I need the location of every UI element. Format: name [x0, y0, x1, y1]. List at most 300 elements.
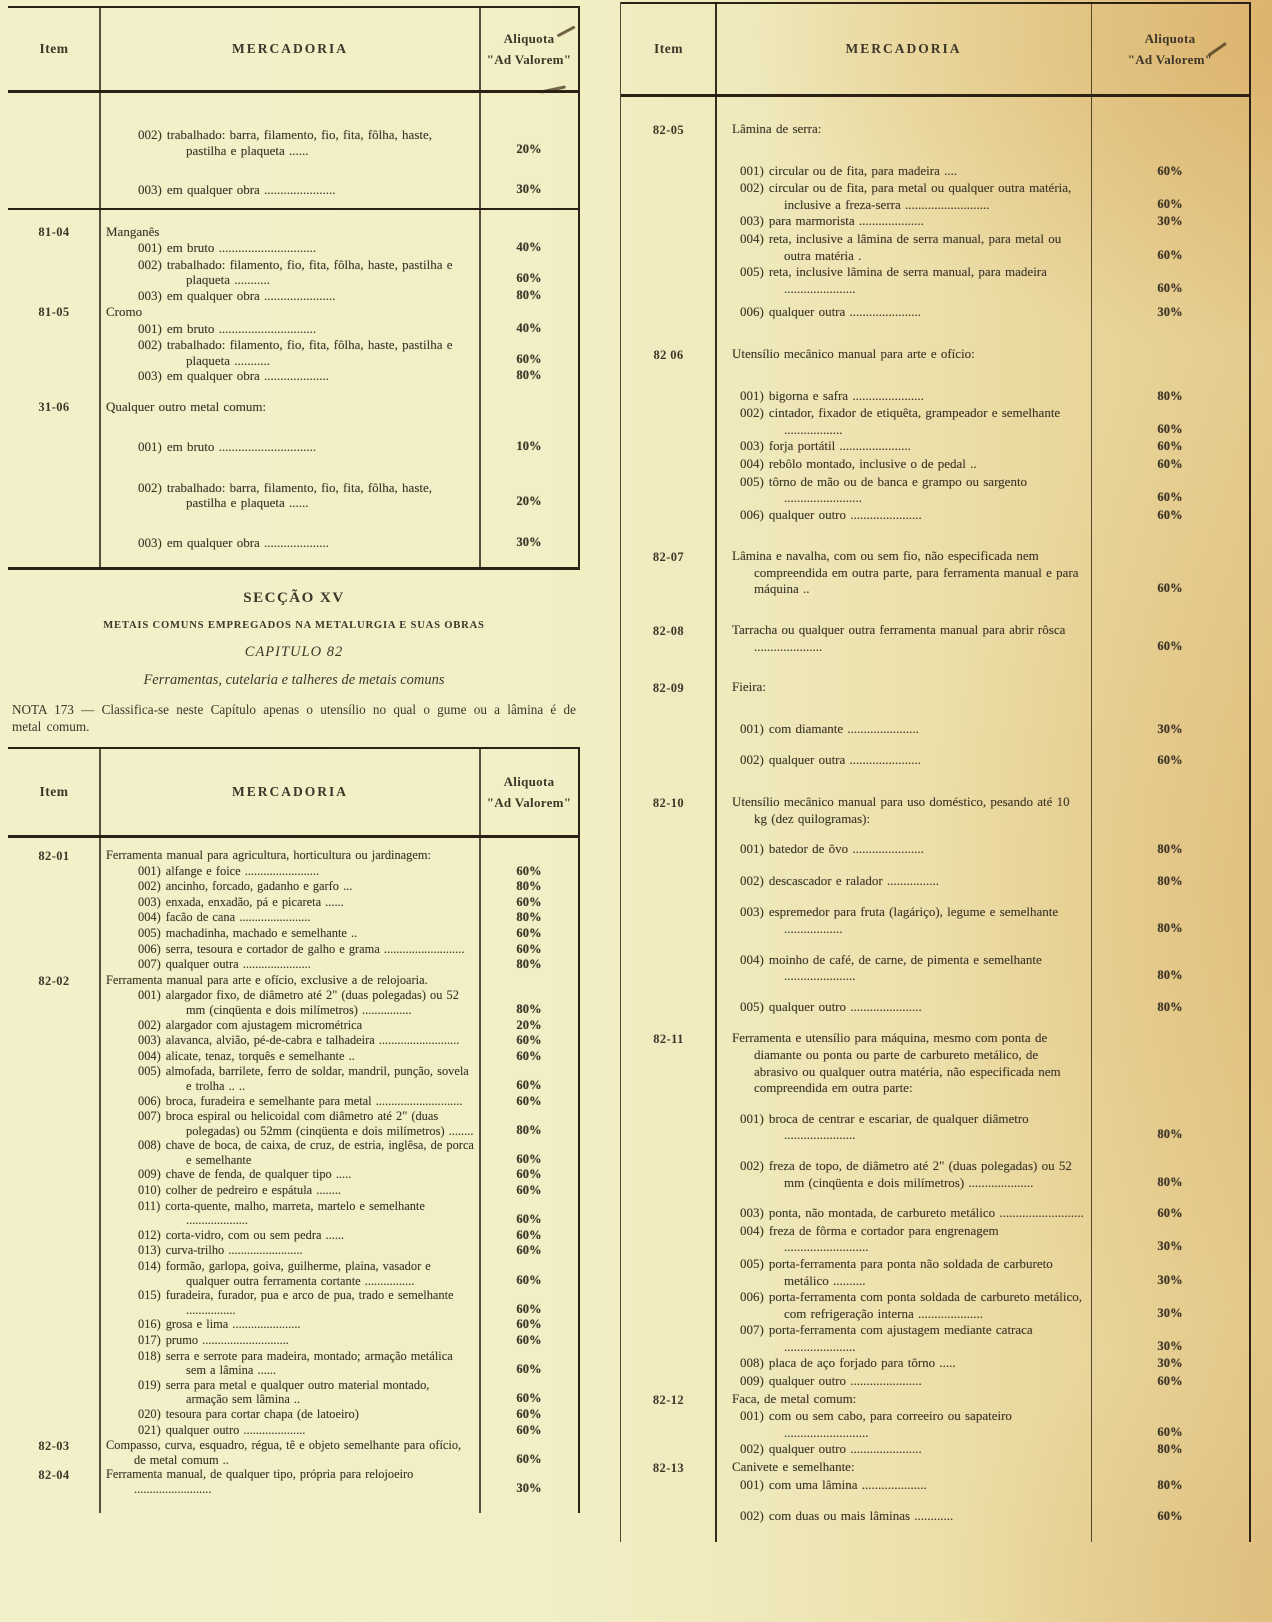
subitem-code: 002) — [138, 479, 162, 495]
tariff-row — [8, 1064, 578, 1093]
aliquota-value: 30% — [1157, 1305, 1183, 1320]
aliquota-value: 60% — [516, 1033, 542, 1048]
table-header — [8, 747, 578, 838]
tariff-row — [621, 180, 1249, 213]
tariff-row — [621, 622, 1249, 655]
tariff-row — [8, 1018, 578, 1034]
item-code — [621, 163, 716, 181]
tariff-row — [621, 388, 1249, 406]
header-mercadoria: MERCADORIA — [232, 41, 348, 56]
mercadoria-text: 002) cintador, fixador de etiquêta, grampeador e semelhante .................. — [740, 405, 1061, 437]
tariff-row — [8, 848, 578, 864]
aliquota-value: 80% — [516, 910, 542, 925]
aliquota-value: 60% — [516, 1167, 542, 1182]
mercadoria-text: 015) furadeira, furador, pua e arco de pua, trado e semelhante ................ — [138, 1288, 454, 1317]
tariff-row — [621, 752, 1249, 770]
tariff-row — [621, 1205, 1249, 1223]
item-code — [621, 180, 716, 213]
aliquota-value: 20% — [516, 141, 542, 156]
mercadoria-text: 006) porta-ferramenta com ponta soldada de carbureto metálico, com refrigeração interna .................... — [740, 1289, 1083, 1321]
item-code: 82-08 — [652, 624, 685, 639]
tariff-row — [8, 988, 578, 1017]
subitem-code: 003) — [138, 287, 162, 303]
tariff-row — [8, 480, 578, 511]
item-code — [621, 388, 716, 406]
header-item: Item — [39, 784, 69, 799]
subitem-code: 005) — [138, 1064, 161, 1079]
mercadoria-text: 006) qualquer outra ...................... — [740, 304, 922, 320]
tariff-row — [8, 368, 578, 385]
aliquota-value: 30% — [516, 1480, 542, 1495]
item-code — [621, 841, 716, 859]
mercadoria-text: Utensílio mecânico manual para uso doméstico, pesando até 10 kg (dez quilogramas): — [732, 794, 1070, 826]
item-code — [621, 999, 716, 1017]
subitem-code: 001) — [740, 162, 764, 178]
mercadoria-text: 018) serra e serrote para madeira, montado; armação metálica sem a lâmina ...... — [138, 1348, 453, 1378]
mercadoria-text: 013) curva-trilho ........................ — [138, 1243, 303, 1258]
tariff-row — [621, 721, 1249, 739]
item-code — [8, 1109, 100, 1138]
aliquota-value: 60% — [1157, 163, 1183, 178]
tariff-row — [621, 952, 1249, 985]
item-code — [8, 240, 100, 257]
item-code — [8, 321, 100, 338]
table-body — [621, 97, 1249, 1542]
mercadoria-text: Tarracha ou qualquer outra ferramenta manual para abrir rôsca ..................... — [732, 622, 1066, 654]
tariff-row — [621, 1111, 1249, 1144]
item-code: 81-04 — [38, 224, 70, 239]
mercadoria-text: 004) facão de cana ....................... — [138, 910, 311, 925]
header-mercadoria: MERCADORIA — [845, 41, 962, 56]
subitem-code: 001) — [138, 439, 162, 454]
item-code: 82-13 — [652, 1461, 685, 1476]
tariff-row — [621, 679, 1249, 697]
tariff-row — [621, 841, 1249, 859]
tariff-row — [8, 1467, 578, 1496]
tariff-row — [8, 224, 578, 241]
subitem-code: 002) — [740, 872, 764, 888]
aliquota-value: 60% — [516, 271, 542, 285]
table-body — [8, 93, 578, 567]
subitem-code: 006) — [740, 1289, 764, 1305]
mercadoria-text: 002) circular ou de fita, para metal ou qualquer outra matéria, inclusive a freza-serra .......................... — [740, 180, 1072, 212]
tariff-table-metals — [8, 6, 580, 570]
aliquota-value: 30% — [1157, 1338, 1183, 1353]
tariff-row — [8, 1049, 578, 1065]
subitem-code: 002) — [740, 180, 764, 196]
aliquota-value: 60% — [516, 941, 542, 956]
aliquota-value: 80% — [1157, 873, 1183, 888]
subitem-code: 004) — [740, 230, 764, 246]
aliquota-value: 80% — [516, 1122, 542, 1137]
mercadoria-text: 001) com diamante ...................... — [740, 720, 919, 736]
mercadoria-text: Faca, de metal comum: — [732, 1390, 857, 1406]
subitem-code: 006) — [138, 941, 161, 956]
aliquota-value: 30% — [1157, 721, 1183, 736]
item-code — [8, 1317, 100, 1333]
mercadoria-text: Ferramenta manual, de qualquer tipo, própria para relojoeiro ......................... — [106, 1467, 414, 1496]
item-code: 81-05 — [38, 305, 70, 319]
item-code — [8, 1288, 100, 1317]
table-body — [8, 838, 578, 1513]
subitem-code: 013) — [138, 1243, 161, 1258]
subitem-code: 001) — [740, 841, 764, 857]
tariff-row — [621, 1391, 1249, 1409]
mercadoria-text: 005) reta, inclusive lâmina de serra manual, para madeira ...................... — [740, 264, 1047, 296]
mercadoria-text: 001) batedor de ôvo ...................... — [740, 841, 924, 857]
tariff-row — [8, 910, 578, 926]
mercadoria-text: 003) em qualquer obra .................... — [138, 534, 330, 550]
mercadoria-text: 005) qualquer outro ...................... — [740, 998, 922, 1014]
tariff-row — [621, 507, 1249, 525]
tariff-row — [8, 1378, 578, 1407]
tariff-row — [621, 1508, 1249, 1526]
tariff-row — [8, 1228, 578, 1244]
aliquota-value: 30% — [1157, 1356, 1183, 1371]
mercadoria-text: 004) freza de fôrma e cortador para engrenagem .......................... — [740, 1222, 999, 1255]
subitem-code: 019) — [138, 1377, 161, 1392]
tariff-table-right — [620, 2, 1251, 1542]
subitem-code: 016) — [138, 1317, 161, 1332]
tariff-row — [621, 474, 1249, 507]
tariff-row — [621, 213, 1249, 231]
item-code — [8, 439, 100, 456]
mercadoria-text: 004) alicate, tenaz, torquês e semelhante .. — [138, 1048, 355, 1063]
mercadoria-text: 005) tôrno de mão ou de banca e grampo ou sargento ........................ — [740, 473, 1028, 506]
tariff-row — [621, 999, 1249, 1017]
tariff-row — [621, 163, 1249, 181]
tariff-row — [8, 240, 578, 257]
mercadoria-text: 020) tesoura para cortar chapa (de latoeiro) — [138, 1406, 359, 1421]
mercadoria-text: 006) serra, tesoura e cortador de galho e grama .......................... — [138, 941, 465, 956]
mercadoria-text: 008) chave de boca, de caixa, de cruz, de estria, inglêsa, de porca e semelhante — [138, 1138, 474, 1167]
tariff-row — [8, 399, 578, 416]
subitem-code: 006) — [740, 506, 764, 522]
chapter-note: NOTA 173 — Classifica-se neste Capítulo apenas o utensílio no qual o gume ou a lâmina é de metal comum. — [12, 702, 576, 734]
subitem-code: 002) — [138, 337, 162, 352]
subitem-code: 002) — [740, 752, 764, 768]
tariff-row — [621, 1158, 1249, 1191]
item-code — [621, 1223, 716, 1256]
tariff-row — [8, 879, 578, 895]
aliquota-value: 80% — [516, 879, 542, 894]
aliquota-value — [480, 987, 578, 988]
item-code — [621, 474, 716, 507]
mercadoria-text: 001) broca de centrar e escariar, de qualquer diâmetro ...................... — [740, 1110, 1029, 1143]
tariff-row — [8, 535, 578, 552]
tariff-row — [8, 1349, 578, 1378]
tariff-row — [8, 257, 578, 288]
mercadoria-text: Ferramenta manual para agricultura, horticultura ou jardinagem: — [106, 848, 431, 862]
subitem-code: 003) — [138, 894, 161, 909]
item-code — [8, 1243, 100, 1259]
tariff-row — [621, 1030, 1249, 1096]
aliquota-value — [1091, 696, 1249, 697]
item-code — [621, 904, 716, 937]
mercadoria-text: Fieira: — [732, 679, 766, 695]
mercadoria-text: 002) com duas ou mais lâminas ............ — [740, 1508, 954, 1524]
aliquota-value: 30% — [516, 182, 542, 196]
subitem-code: 001) — [740, 1408, 764, 1424]
item-code: 82-11 — [653, 1032, 684, 1047]
tariff-row — [8, 288, 578, 305]
aliquota-value — [1091, 1096, 1249, 1097]
subitem-code: 008) — [740, 1355, 764, 1371]
aliquota-value — [1091, 138, 1249, 139]
item-code — [8, 288, 100, 305]
aliquota-value: 60% — [516, 1422, 542, 1437]
row-divider — [8, 208, 578, 210]
mercadoria-text: Ferramenta e utensílio para máquina, mesmo com ponta de diamante ou ponta ou parte de carbureto metálico, de abrasivo ou qualquer outra matéria, não especificada nem compreendida em outra parte: — [732, 1030, 1061, 1096]
aliquota-value: 60% — [1157, 280, 1183, 295]
tariff-row — [621, 1477, 1249, 1495]
item-code — [8, 864, 100, 880]
tariff-row — [621, 904, 1249, 937]
item-code — [621, 507, 716, 525]
mercadoria-text: 009) qualquer outro ...................... — [740, 1373, 922, 1389]
tariff-row — [621, 346, 1249, 364]
aliquota-value: 60% — [516, 863, 542, 878]
tariff-row — [8, 1333, 578, 1349]
mercadoria-text: 001) em bruto .............................. — [138, 439, 317, 454]
mercadoria-text: 002) trabalhado: barra, filamento, fio, fita, fôlha, haste, pastilha e plaqueta ...... — [138, 127, 433, 158]
aliquota-value: 80% — [1157, 1477, 1183, 1492]
item-code — [621, 752, 716, 770]
item-code — [8, 1333, 100, 1349]
tariff-row — [621, 1256, 1249, 1289]
tariff-row — [8, 926, 578, 942]
item-code — [8, 1138, 100, 1167]
item-code — [8, 1094, 100, 1110]
item-code — [8, 337, 100, 368]
subitem-code: 001) — [740, 1476, 764, 1492]
tariff-row — [621, 873, 1249, 891]
subitem-code: 006) — [138, 1093, 161, 1108]
subitem-code: 010) — [138, 1183, 161, 1198]
table-header — [8, 6, 578, 93]
mercadoria-text: 001) circular ou de fita, para madeira .... — [740, 162, 958, 178]
mercadoria-text: 001) em bruto .............................. — [138, 240, 317, 255]
aliquota-value: 60% — [516, 1227, 542, 1242]
subitem-code: 003) — [138, 182, 162, 197]
subitem-code: 002) — [740, 1508, 764, 1524]
item-code — [621, 1205, 716, 1223]
mercadoria-text: 003) em qualquer obra ...................... — [138, 287, 336, 303]
mercadoria-text: 001) alfange e foice ........................ — [138, 863, 320, 878]
mercadoria-text: 009) chave de fenda, de qualquer tipo ..... — [138, 1167, 352, 1182]
item-code — [621, 231, 716, 264]
tariff-row — [621, 1373, 1249, 1391]
mercadoria-text: 011) corta-quente, malho, marreta, martelo e semelhante .................... — [138, 1198, 425, 1228]
tariff-row — [8, 864, 578, 880]
aliquota-value: 60% — [516, 1391, 542, 1406]
aliquota-value: 40% — [516, 320, 542, 335]
item-code — [621, 1256, 716, 1289]
mercadoria-text: Compasso, curva, esquadro, régua, tê e objeto semelhante para ofício, de metal comum .. — [106, 1438, 462, 1467]
tariff-row — [621, 794, 1249, 827]
mercadoria-text: 010) colher de pedreiro e espátula ........ — [138, 1183, 342, 1198]
item-code — [8, 257, 100, 288]
mercadoria-text: 004) rebôlo montado, inclusive o de pedal .. — [740, 455, 977, 471]
item-code — [621, 1508, 716, 1526]
aliquota-value: 20% — [516, 1017, 542, 1032]
aliquota-value: 60% — [516, 1183, 542, 1198]
header-aliquota-line1: Aliquota — [503, 774, 555, 789]
mercadoria-text: Lâmina e navalha, com ou sem fio, não especificada nem compreendida em outra parte, para ferramenta manual e para máquina .. — [732, 548, 1079, 597]
tariff-row — [8, 1423, 578, 1439]
section-subtitle: METAIS COMUNS EMPREGADOS NA METALURGIA E SUAS OBRAS — [103, 620, 485, 631]
item-code — [621, 264, 716, 297]
item-code: 82-02 — [38, 973, 70, 988]
item-code — [621, 1355, 716, 1373]
aliquota-value: 60% — [516, 1451, 542, 1466]
mercadoria-text: 002) ancinho, forcado, gadanho e garfo ... — [138, 879, 353, 894]
item-code — [8, 1049, 100, 1065]
tariff-row — [621, 1223, 1249, 1256]
mercadoria-text: 004) moinho de café, de carne, de pimenta e semelhante ...................... — [740, 951, 1042, 984]
aliquota-value: 60% — [1157, 439, 1183, 454]
tariff-row — [621, 548, 1249, 598]
subitem-code: 002) — [740, 1441, 764, 1457]
item-code — [8, 926, 100, 942]
item-code — [621, 1477, 716, 1495]
subitem-code: 001) — [740, 1110, 764, 1126]
aliquota-value: 10% — [516, 439, 542, 453]
aliquota-value: 60% — [1157, 421, 1183, 436]
tariff-row — [8, 1094, 578, 1110]
item-code: 82-03 — [38, 1439, 70, 1454]
item-code — [8, 1259, 100, 1288]
item-code — [8, 957, 100, 973]
mercadoria-text: 007) qualquer outra ...................... — [138, 957, 311, 972]
mercadoria-text: 016) grosa e lima ...................... — [138, 1317, 301, 1332]
mercadoria-text: 005) porta-ferramenta para ponta não soldada de carbureto metálico .......... — [740, 1255, 1053, 1288]
mercadoria-text: Qualquer outro metal comum: — [106, 398, 267, 414]
aliquota-value: 60% — [1157, 1509, 1183, 1524]
subitem-code: 012) — [138, 1227, 161, 1242]
item-code — [8, 1183, 100, 1199]
mercadoria-text: 019) serra para metal e qualquer outro material montado, armação sem lâmina .. — [138, 1377, 430, 1407]
aliquota-value: 60% — [516, 1317, 542, 1332]
item-code — [8, 1378, 100, 1407]
mercadoria-text: 002) trabalhado: filamento, fio, fita, fôlha, haste, pastilha e plaqueta ........... — [138, 337, 453, 368]
tariff-row — [8, 182, 578, 199]
tariff-row — [621, 121, 1249, 139]
item-code — [621, 873, 716, 891]
aliquota-value: 40% — [516, 240, 542, 254]
subitem-code: 018) — [138, 1348, 161, 1363]
item-code: 82-09 — [652, 681, 685, 696]
aliquota-value: 60% — [516, 1301, 542, 1316]
subitem-code: 005) — [740, 473, 764, 489]
aliquota-value: 60% — [516, 1243, 542, 1258]
mercadoria-text: 005) almofada, barrilete, ferro de soldar, mandril, punção, sovela e trolha .. .. — [138, 1064, 469, 1093]
subitem-code: 002) — [138, 1017, 161, 1032]
aliquota-value: 60% — [516, 925, 542, 940]
aliquota-value: 80% — [1157, 999, 1183, 1014]
subitem-code: 020) — [138, 1406, 161, 1421]
header-item: Item — [39, 41, 69, 56]
mercadoria-text: 001) com ou sem cabo, para correeiro ou sapateiro .......................... — [740, 1408, 1012, 1440]
tariff-row — [8, 1033, 578, 1049]
item-code: 82-05 — [652, 123, 685, 137]
mercadoria-text: 002) alargador com ajustagem micrométrica — [138, 1017, 363, 1032]
left-column — [8, 6, 580, 1513]
aliquota-value: 80% — [1157, 842, 1183, 857]
item-code: 82-04 — [38, 1468, 70, 1483]
tariff-table-tools — [8, 747, 580, 1513]
mercadoria-text: Cromo — [106, 304, 143, 319]
mercadoria-text: 001) bigorna e safra ...................... — [740, 387, 924, 403]
item-code — [8, 1167, 100, 1183]
item-code — [621, 456, 716, 474]
item-code — [621, 1373, 716, 1391]
tariff-row — [8, 1288, 578, 1317]
mercadoria-text: Canivete e semelhante: — [732, 1459, 855, 1475]
subitem-code: 015) — [138, 1288, 161, 1303]
aliquota-value: 80% — [1157, 968, 1183, 983]
mercadoria-text: 006) qualquer outro ...................... — [740, 506, 922, 522]
item-code — [621, 1408, 716, 1441]
item-code — [8, 1018, 100, 1034]
subitem-code: 003) — [740, 213, 764, 229]
item-code — [8, 480, 100, 511]
tariff-row — [8, 973, 578, 989]
item-code — [8, 368, 100, 385]
aliquota-value: 30% — [1157, 1272, 1183, 1287]
subitem-code: 002) — [740, 1157, 764, 1173]
tariff-row — [8, 1438, 578, 1467]
item-code — [621, 952, 716, 985]
tariff-row — [8, 1243, 578, 1259]
tariff-row — [8, 1183, 578, 1199]
header-aliquota-line1: Aliquota — [1144, 31, 1196, 46]
item-code — [621, 438, 716, 456]
item-code — [8, 1349, 100, 1378]
subitem-code: 009) — [740, 1373, 764, 1389]
item-code — [8, 182, 100, 199]
subitem-code: 003) — [138, 534, 162, 550]
item-code — [8, 1199, 100, 1228]
mercadoria-text: 001) em bruto .............................. — [138, 320, 317, 336]
tariff-row — [621, 304, 1249, 322]
tariff-row — [8, 304, 578, 321]
mercadoria-text: 003) ponta, não montada, de carbureto metálico .......................... — [740, 1205, 1084, 1221]
tariff-row — [8, 942, 578, 958]
subitem-code: 004) — [740, 1222, 764, 1238]
aliquota-value: 60% — [1157, 196, 1183, 211]
item-code — [8, 910, 100, 926]
item-code: 82-01 — [38, 849, 70, 863]
header-aliquota-line2: "Ad Valorem" — [486, 795, 572, 810]
aliquota-value — [1091, 1407, 1249, 1408]
mercadoria-text: 003) espremedor para fruta (lagáriço), legume e semelhante .................. — [740, 904, 1059, 936]
tariff-row — [8, 1407, 578, 1423]
tariff-row — [8, 1259, 578, 1288]
aliquota-value: 60% — [516, 1212, 542, 1227]
tariff-row — [8, 957, 578, 973]
aliquota-value: 60% — [516, 1362, 542, 1377]
tariff-row — [621, 1355, 1249, 1373]
tariff-row — [8, 1109, 578, 1138]
subitem-code: 005) — [740, 264, 764, 280]
subitem-code: 009) — [138, 1167, 161, 1182]
section-title: SECÇÃO XV — [243, 590, 345, 606]
aliquota-value — [480, 414, 578, 415]
tariff-row — [8, 127, 578, 158]
aliquota-value: 60% — [516, 1333, 542, 1347]
aliquota-value: 60% — [1157, 247, 1183, 262]
